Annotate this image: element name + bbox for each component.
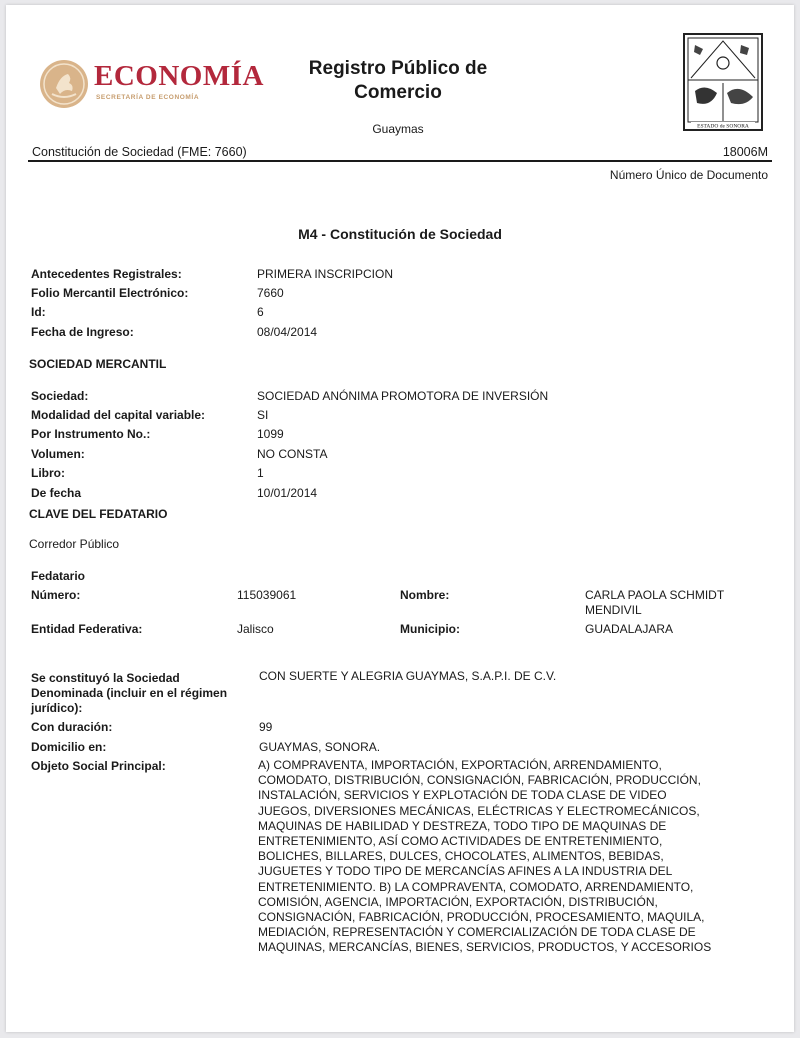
field-value: 1 — [257, 466, 264, 480]
purpose-line: MAQUINAS DE HABILIDAD Y DESTREZA, TODO TIPO DE MAQUINAS DE — [258, 818, 667, 833]
field-value: SI — [257, 408, 269, 422]
purpose-line: ENTRETENIMIENTO. B) LA COMPRAVENTA, COMODATO, ARRENDAMIENTO, — [258, 879, 694, 894]
purpose-line: CONSIGNACIÓN, FABRICACIÓN, PRODUCCIÓN, PROCESAMIENTO, MAQUILA, — [258, 910, 705, 925]
purpose-line: COMISIÓN, AGENCIA, IMPORTACIÓN, EXPORTACIÓN, DISTRIBUCIÓN, — [258, 894, 658, 909]
page-title: Registro Público de — [308, 58, 488, 79]
crest-caption: ESTADO de SONORA — [697, 123, 749, 130]
purpose-line: MEDIACIÓN, REPRESENTACIÓN Y COMERCIALIZACIÓN DE TODA CLASE DE — [258, 925, 696, 940]
duration-value: 99 — [259, 720, 273, 734]
purpose-line: A) COMPRAVENTA, IMPORTACIÓN, EXPORTACIÓN, ARRENDAMIENTO, — [258, 758, 662, 772]
mexico-seal-icon — [38, 58, 90, 110]
field-value: 10/01/2014 — [257, 486, 318, 500]
purpose-line: JUEGOS, DIVERSIONES MECÁNICAS, ELÉCTRICAS Y ELECTROMECÁNICOS, — [258, 803, 700, 818]
fedatario-type: Corredor Público — [29, 537, 120, 551]
purpose-line: BOLICHES, BILLARES, DULCES, CHOCOLATES, ALIMENTOS, BEBIDAS, — [258, 849, 664, 864]
field-value: 08/04/2014 — [257, 325, 318, 339]
fedatario-municipality: GUADALAJARA — [585, 622, 674, 636]
sonora-crest-icon — [683, 33, 763, 131]
logo-subtitle: SECRETARÍA DE ECONOMÍA — [96, 94, 200, 101]
purpose-line: ENTRETENIMIENTO, ASÍ COMO ACTIVIDADES DE ENTRETENIMIENTO, — [258, 834, 663, 849]
field-label: Nombre: — [400, 588, 450, 602]
field-value: 7660 — [257, 286, 284, 300]
field-label: Fecha de Ingreso: — [31, 325, 134, 339]
field-label: Folio Mercantil Electrónico: — [31, 286, 189, 300]
fedatario-name-line2: MENDIVIL — [585, 603, 642, 617]
field-value: 1099 — [257, 427, 284, 441]
field-value: NO CONSTA — [257, 447, 328, 461]
header-divider — [28, 160, 772, 162]
document-page — [6, 5, 794, 1032]
field-label: Entidad Federativa: — [31, 622, 143, 636]
purpose-line: INSTALACIÓN, SERVICIOS Y EXPLOTACIÓN DE TODA CLASE DE VIDEO — [258, 788, 667, 803]
fedatario-state: Jalisco — [237, 622, 274, 636]
domicile-value: GUAYMAS, SONORA. — [259, 740, 381, 754]
field-label: Municipio: — [400, 622, 460, 636]
field-label: Modalidad del capital variable: — [31, 408, 206, 422]
field-label: Objeto Social Principal: — [31, 759, 166, 773]
purpose-line: JUGUETES Y TODO TIPO DE MERCANCÍAS AFINES A LA INDUSTRIA DEL — [258, 864, 673, 879]
field-value: SOCIEDAD ANÓNIMA PROMOTORA DE INVERSIÓN — [257, 389, 549, 403]
field-label-line2: Denominada (incluir en el régimen — [31, 686, 228, 700]
fedatario-name: CARLA PAOLA SCHMIDT — [585, 588, 725, 602]
field-label: Con duración: — [31, 720, 113, 734]
field-value: PRIMERA INSCRIPCION — [257, 267, 394, 281]
document-number: 18006M — [722, 145, 768, 159]
fedatario-heading: CLAVE DEL FEDATARIO — [29, 507, 168, 521]
field-label: Por Instrumento No.: — [31, 427, 151, 441]
fedatario-subheading: Fedatario — [31, 569, 86, 583]
business-purpose — [258, 758, 758, 956]
company-name: CON SUERTE Y ALEGRIA GUAYMAS, S.A.P.I. DE C.V. — [259, 669, 557, 683]
field-label: Volumen: — [31, 447, 85, 461]
city-label: Guaymas — [372, 122, 424, 136]
field-label: Libro: — [31, 466, 65, 480]
field-label: Número: — [31, 588, 81, 602]
field-label: Id: — [31, 305, 46, 319]
document-type: Constitución de Sociedad (FME: 7660) — [32, 145, 247, 159]
field-label: Antecedentes Registrales: — [31, 267, 182, 281]
field-label: Sociedad: — [31, 389, 89, 403]
page-title-line2: Comercio — [354, 82, 442, 103]
field-label-line3: jurídico): — [31, 701, 83, 715]
field-label: De fecha — [31, 486, 82, 500]
logo-wordmark: ECONOMÍA — [94, 60, 264, 92]
fedatario-number: 115039061 — [237, 588, 297, 602]
purpose-line: MAQUINAS, MERCANCÍAS, BIENES, SERVICIOS, PRODUCTOS, Y ACCESORIOS — [258, 940, 712, 955]
field-label: Se constituyó la Sociedad — [31, 671, 180, 685]
sociedad-heading: SOCIEDAD MERCANTIL — [29, 357, 167, 371]
purpose-line: COMODATO, DISTRIBUCIÓN, CONSIGNACIÓN, FABRICACIÓN, PRODUCCIÓN, — [258, 773, 701, 788]
field-label: Domicilio en: — [31, 740, 107, 754]
field-value: 6 — [257, 305, 264, 319]
document-number-label: Número Único de Documento — [609, 168, 768, 182]
section-title: M4 - Constitución de Sociedad — [298, 226, 502, 242]
